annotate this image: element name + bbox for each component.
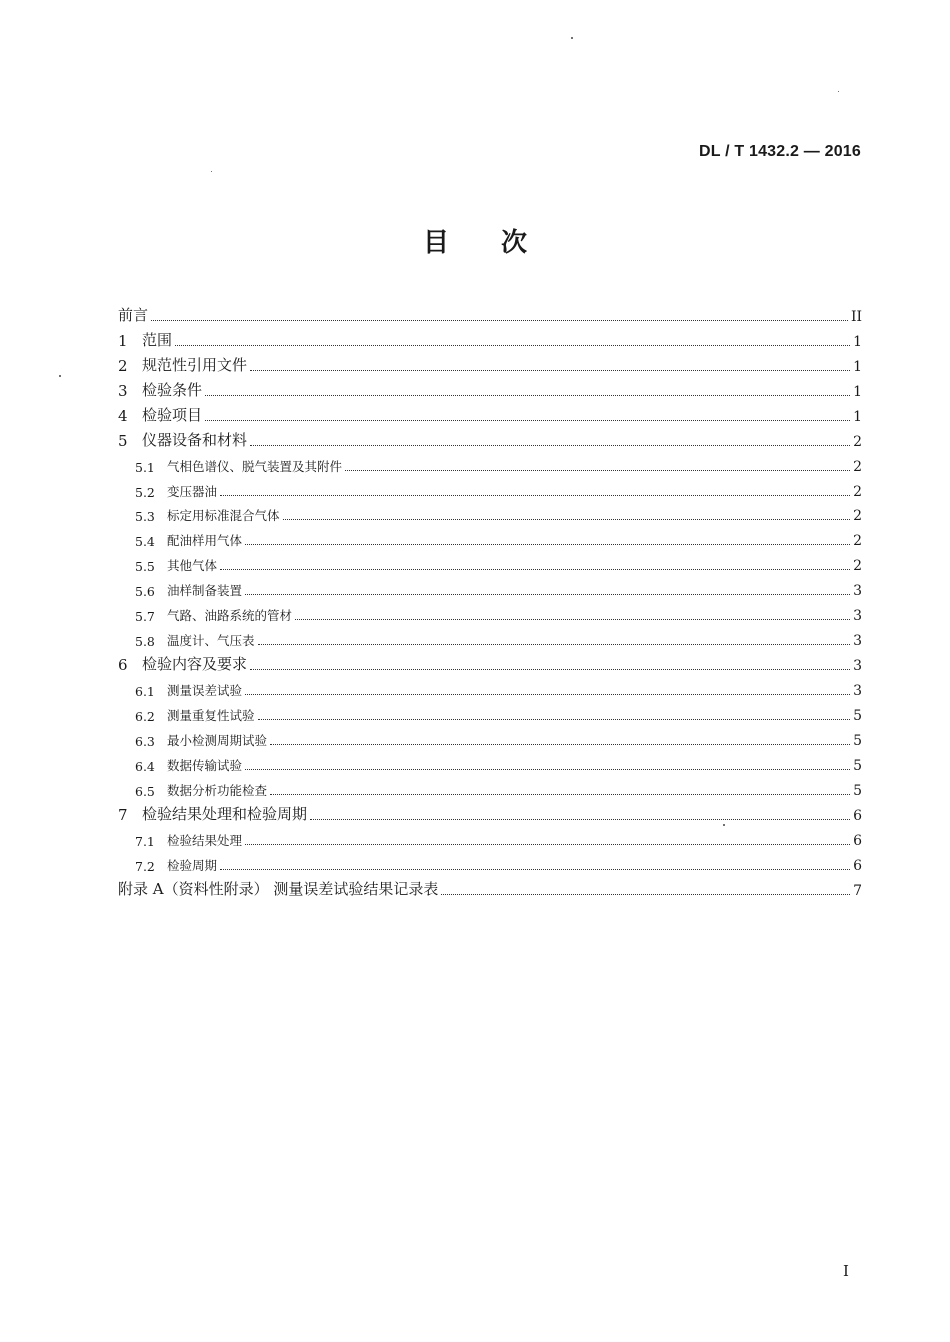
- toc-entry-page: 3: [853, 683, 862, 699]
- toc-entry-label: 气相色谱仪、脱气装置及其附件: [167, 458, 343, 474]
- toc-entry[interactable]: [118, 824, 862, 849]
- dot-leader: [441, 894, 850, 895]
- dot-leader: [250, 370, 850, 371]
- toc-entry[interactable]: [118, 649, 862, 674]
- dot-leader: [258, 644, 851, 645]
- toc-entry-label: 附录 A（资料性附录） 测量误差试验结果记录表: [118, 879, 439, 898]
- toc-entry-label: 范围: [142, 330, 173, 349]
- dot-leader: [250, 445, 850, 446]
- toc-entry-page: 1: [853, 408, 862, 425]
- toc-entry-number: 6: [118, 656, 128, 675]
- toc-entry-label: 气路、油路系统的管材: [167, 608, 293, 624]
- toc-entry-number: 5: [118, 431, 128, 450]
- page-title: [0, 222, 950, 259]
- toc-entry[interactable]: [118, 574, 862, 599]
- toc-entry[interactable]: [118, 425, 862, 450]
- toc-entry-label: 检验内容及要求: [142, 655, 248, 674]
- toc-entry-number: 6.5: [135, 783, 155, 799]
- dot-leader: [245, 544, 850, 545]
- toc-entry[interactable]: [118, 749, 862, 774]
- toc-entry-label: 检验结果处理和检验周期: [142, 804, 308, 823]
- dot-leader: [220, 495, 850, 496]
- toc-entry-label: 检验结果处理: [167, 832, 243, 848]
- toc-entry-page: 1: [853, 333, 862, 350]
- dot-leader: [151, 320, 848, 321]
- toc-entry-page: 3: [853, 633, 862, 650]
- toc-entry-number: 5.2: [135, 484, 155, 500]
- toc-entry-page: II: [850, 308, 862, 325]
- toc-entry-number: 5.8: [135, 634, 155, 650]
- toc-entry-page: 6: [853, 857, 862, 874]
- toc-entry-page: 5: [853, 732, 862, 749]
- toc-entry-page: 2: [853, 458, 862, 475]
- toc-entry-number: 6.4: [135, 758, 155, 774]
- toc-entry-number: 1: [118, 331, 128, 350]
- toc-entry-number: 5.5: [135, 559, 155, 575]
- toc-entry-label: 变压器油: [167, 483, 218, 499]
- toc-entry-number: 6.2: [135, 708, 155, 724]
- toc-entry[interactable]: [118, 325, 862, 350]
- toc-entry-page: 6: [853, 832, 862, 849]
- dot-leader: [270, 744, 850, 745]
- toc-entry[interactable]: [118, 350, 862, 375]
- toc-entry-number: 5.1: [135, 459, 155, 475]
- dot-leader: [345, 470, 850, 471]
- toc-entry-page: 5: [853, 757, 862, 774]
- toc-entry-number: 5.6: [135, 584, 155, 600]
- dot-leader: [310, 819, 850, 820]
- toc-entry-label: 检验项目: [142, 405, 203, 424]
- toc-entry-label: 温度计、气压表: [167, 633, 255, 649]
- title-char-right: 次: [501, 228, 528, 258]
- dot-leader: [295, 619, 850, 620]
- dot-leader: [283, 519, 851, 520]
- toc-entry-label: 检验条件: [142, 380, 203, 399]
- table-of-contents: [118, 300, 862, 899]
- toc-entry-page: 7: [853, 882, 862, 899]
- toc-entry-label: 前言: [118, 305, 149, 324]
- toc-entry-number: 7: [118, 805, 128, 824]
- toc-entry-number: 4: [118, 406, 128, 425]
- toc-entry-label: 其他气体: [167, 558, 218, 574]
- toc-entry[interactable]: [118, 799, 862, 824]
- toc-entry-page: 2: [853, 433, 862, 450]
- toc-entry-page: 5: [853, 707, 862, 724]
- toc-entry[interactable]: [118, 400, 862, 425]
- toc-entry-page: 5: [853, 782, 862, 799]
- dot-leader: [258, 719, 851, 720]
- dot-leader: [175, 345, 850, 346]
- toc-entry[interactable]: [118, 624, 862, 649]
- toc-entry-label: 数据传输试验: [167, 757, 243, 773]
- toc-entry-label: 仪器设备和材料: [142, 430, 248, 449]
- toc-entry-page: 1: [853, 358, 862, 375]
- toc-entry-page: 2: [853, 508, 862, 525]
- toc-entry-number: 7.1: [135, 833, 155, 849]
- toc-entry[interactable]: [118, 375, 862, 400]
- toc-entry[interactable]: [118, 699, 862, 724]
- toc-entry[interactable]: [118, 674, 862, 699]
- dot-leader: [245, 844, 850, 845]
- toc-entry-number: 5.7: [135, 609, 155, 625]
- toc-entry-number: 2: [118, 356, 128, 375]
- toc-entry-page: 2: [853, 533, 862, 550]
- toc-entry-number: 3: [118, 381, 128, 400]
- toc-entry[interactable]: [118, 874, 862, 899]
- toc-entry[interactable]: [118, 524, 862, 549]
- toc-entry-page: 3: [853, 658, 862, 675]
- dot-leader: [205, 420, 850, 421]
- toc-entry[interactable]: [118, 849, 862, 874]
- dot-leader: [205, 395, 850, 396]
- toc-entry-page: 3: [853, 583, 862, 600]
- dot-leader: [245, 594, 850, 595]
- standard-number: DL / T 1432.2 — 2016: [698, 143, 861, 160]
- dot-leader: [220, 569, 850, 570]
- toc-entry[interactable]: [118, 774, 862, 799]
- title-char-left: 目: [422, 228, 449, 258]
- toc-entry-label: 测量重复性试验: [167, 707, 255, 723]
- toc-entry-label: 测量误差试验: [167, 683, 243, 698]
- toc-entry-label: 规范性引用文件: [142, 355, 248, 374]
- toc-entry[interactable]: [118, 450, 862, 475]
- toc-entry-page: 3: [853, 608, 862, 625]
- toc-entry-number: 7.2: [135, 858, 155, 874]
- dot-leader: [250, 669, 850, 670]
- dot-leader: [220, 869, 850, 870]
- toc-entry-number: 5.4: [135, 534, 155, 550]
- toc-entry-label: 数据分析功能检查: [167, 782, 268, 798]
- toc-entry-label: 最小检测周期试验: [167, 732, 268, 748]
- toc-entry-label: 检验周期: [167, 857, 218, 873]
- toc-entry[interactable]: [118, 500, 862, 525]
- toc-entry[interactable]: [118, 549, 862, 574]
- toc-entry-number: 5.3: [135, 509, 155, 525]
- toc-entry-label: 标定用标准混合气体: [167, 508, 280, 524]
- toc-entry-page: 1: [853, 383, 862, 400]
- toc-entry-page: 2: [853, 483, 862, 500]
- toc-entry[interactable]: [118, 300, 862, 325]
- toc-entry-label: 油样制备装置: [167, 583, 243, 599]
- toc-entry-number: 6.3: [135, 733, 155, 749]
- dot-leader: [270, 794, 850, 795]
- toc-entry-page: 6: [853, 807, 862, 824]
- toc-entry-page: 2: [853, 558, 862, 575]
- dot-leader: [245, 769, 850, 770]
- toc-entry[interactable]: [118, 724, 862, 749]
- toc-entry-label: 配油样用气体: [167, 533, 243, 549]
- toc-entry-number: 6.1: [135, 684, 155, 699]
- page-number: I: [843, 1262, 849, 1280]
- toc-entry[interactable]: [118, 599, 862, 624]
- toc-entry[interactable]: [118, 475, 862, 500]
- dot-leader: [245, 694, 850, 695]
